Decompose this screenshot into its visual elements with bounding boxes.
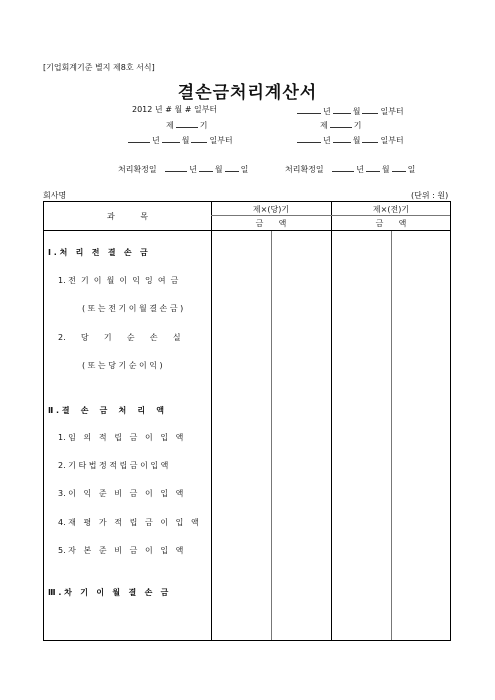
day-blank[interactable] xyxy=(191,133,207,143)
day-blank[interactable] xyxy=(225,162,239,172)
confirm-label: 처리확정일 xyxy=(118,165,157,174)
year-blank[interactable] xyxy=(297,133,321,143)
month-blank[interactable] xyxy=(366,162,380,172)
year-unit: 년 xyxy=(152,136,160,145)
period-right-row2 xyxy=(320,118,361,131)
period-day-unit: 일부터 xyxy=(193,105,218,114)
row-item: 1. 임 의 적 립 금 이 입 액 xyxy=(58,433,184,442)
col-current: 제×(당)기 xyxy=(252,205,290,214)
day-unit: 일부터 xyxy=(380,136,404,145)
term-suffix: 기 xyxy=(199,121,208,130)
col-amount-previous: 금 액 xyxy=(375,219,407,228)
divider-current-sub xyxy=(271,230,272,640)
unit-label: (단위 : 원) xyxy=(411,191,449,200)
year-unit: 년 xyxy=(323,136,331,145)
term-prefix: 제 xyxy=(320,121,328,130)
month-unit: 월 xyxy=(381,165,390,174)
month-unit: 월 xyxy=(352,136,361,145)
month-blank[interactable] xyxy=(333,104,351,114)
row-item: 2. 기 타 법 정 적 립 금 이 입 액 xyxy=(58,461,169,470)
month-unit: 월 xyxy=(181,136,190,145)
confirm-right xyxy=(285,162,415,175)
term-suffix: 기 xyxy=(353,121,362,130)
term-prefix: 제 xyxy=(166,121,174,130)
period-right-row1 xyxy=(295,104,404,117)
page-title: 결손금처리계산서 xyxy=(177,83,318,103)
divider-previous-sub xyxy=(391,230,392,640)
day-unit: 일 xyxy=(240,165,249,174)
row-item: 3. 이 익 준 비 금 이 입 액 xyxy=(58,489,184,498)
confirm-label: 처리확정일 xyxy=(285,165,324,174)
year-blank[interactable] xyxy=(128,133,150,143)
row-section-1: Ⅰ . 처 리 전 결 손 금 xyxy=(48,248,148,257)
period-day-mark: # xyxy=(184,105,192,114)
row-item: 5. 자 본 준 비 금 이 입 액 xyxy=(58,546,184,555)
month-blank[interactable] xyxy=(333,133,351,143)
form-number: [기업회계기준 별지 제8호 서식] xyxy=(43,63,155,72)
year-unit: 년 xyxy=(323,107,331,116)
day-unit: 일 xyxy=(407,165,416,174)
month-unit: 월 xyxy=(214,165,223,174)
col-amount-current: 금 액 xyxy=(255,219,287,228)
divider-subject xyxy=(211,202,212,640)
header-bottom xyxy=(44,230,450,231)
term-blank[interactable] xyxy=(330,118,352,128)
period-month-mark: # xyxy=(165,105,172,114)
day-blank[interactable] xyxy=(362,104,378,114)
row-section-2: Ⅱ . 결 손 금 처 리 액 xyxy=(48,406,164,415)
confirm-left xyxy=(118,162,248,175)
divider-period xyxy=(331,202,332,640)
day-unit: 일부터 xyxy=(209,136,233,145)
period-left-row1 xyxy=(132,104,217,115)
statement-table xyxy=(43,201,451,641)
day-blank[interactable] xyxy=(362,133,378,143)
period-right-row3 xyxy=(295,133,404,146)
month-blank[interactable] xyxy=(199,162,213,172)
year-blank[interactable] xyxy=(165,162,187,172)
header-subdivider xyxy=(211,215,450,216)
year-unit: 년 xyxy=(356,165,364,174)
company-label: 회사명 xyxy=(43,191,67,200)
row-item: 2. 당 기 순 손 실 xyxy=(58,333,181,342)
day-blank[interactable] xyxy=(392,162,406,172)
year-unit: 년 xyxy=(189,165,197,174)
year-blank[interactable] xyxy=(332,162,354,172)
year-blank[interactable] xyxy=(297,104,321,114)
month-unit: 월 xyxy=(352,107,361,116)
term-blank[interactable] xyxy=(176,118,198,128)
period-month-unit: 월 xyxy=(174,105,183,114)
period-left-row2 xyxy=(166,118,207,131)
row-item: ( 또 는 당 기 순 이 익 ) xyxy=(82,361,163,370)
period-year-unit: 년 xyxy=(154,105,163,114)
row-section-3: Ⅲ . 차 기 이 월 결 손 금 xyxy=(48,588,169,597)
row-item: 1. 전 기 이 월 이 익 잉 여 금 xyxy=(58,276,179,285)
row-item: ( 또 는 전 기 이 월 결 손 금 ) xyxy=(82,304,184,313)
col-subject: 과 목 xyxy=(107,212,148,221)
period-left-row3 xyxy=(126,133,233,146)
day-unit: 일부터 xyxy=(380,107,404,116)
month-blank[interactable] xyxy=(162,133,180,143)
row-item: 4. 재 평 가 적 립 금 이 입 액 xyxy=(58,518,199,527)
period-year: 2012 xyxy=(132,105,153,114)
col-previous: 제×(전)기 xyxy=(372,205,410,214)
